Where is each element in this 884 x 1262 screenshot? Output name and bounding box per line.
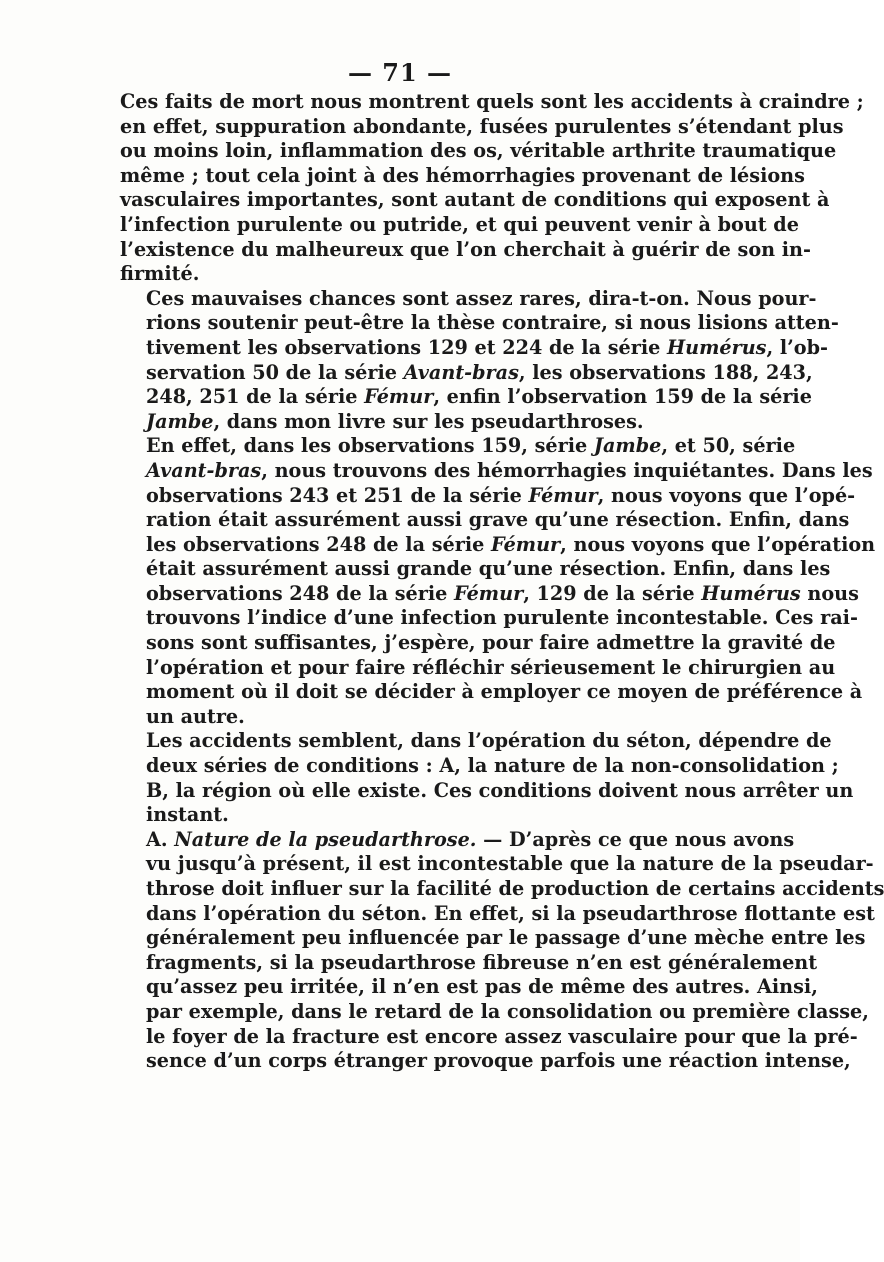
text-line: rions soutenir peut-être la thèse contraire, si nous lisions atten- xyxy=(146,311,839,335)
paragraph xyxy=(120,286,839,435)
text-line: moment où il doit se décider à employer ce moyen de préférence à xyxy=(146,680,863,704)
text-line: généralement peu influencée par le passage d’une mèche entre les xyxy=(146,926,866,950)
text-line: 248, 251 de la série Fémur, enfin l’observation 159 de la série xyxy=(146,385,812,409)
text-line: fragments, si la pseudarthrose fibreuse n’en est généralement xyxy=(146,950,818,974)
paragraph xyxy=(120,434,876,729)
text-line: l’opération et pour faire réfléchir sérieusement le chirurgien au xyxy=(146,655,836,679)
text-line: le foyer de la fracture est encore assez vasculaire pour que la pré- xyxy=(146,1024,858,1048)
text-line: par exemple, dans le retard de la consolidation ou première classe, xyxy=(146,999,869,1023)
text-line: Jambe, dans mon livre sur les pseudarthroses. xyxy=(146,409,644,433)
text-line: Avant-bras, nous trouvons des hémorrhagies inquiétantes. Dans les xyxy=(146,458,873,482)
text-line: vasculaires importantes, sont autant de conditions qui exposent à xyxy=(120,188,830,212)
text-line: Ces mauvaises chances sont assez rares, dira-t-on. Nous pour- xyxy=(146,286,817,310)
text-line: un autre. xyxy=(146,704,245,728)
text-line: instant. xyxy=(146,803,229,827)
text-line: ration était assurément aussi grave qu’une résection. Enfin, dans xyxy=(146,508,850,532)
body-text xyxy=(120,90,884,1074)
text-line: Ces faits de mort nous montrent quels sont les accidents à craindre ; xyxy=(120,90,864,113)
text-line: l’infection purulente ou putride, et qui peuvent venir à bout de xyxy=(120,212,799,236)
text-line: les observations 248 de la série Fémur, nous voyons que l’opération xyxy=(146,532,876,556)
text-line: vu jusqu’à présent, il est incontestable que la nature de la pseudar- xyxy=(146,852,874,876)
text-line: dans l’opération du séton. En effet, si la pseudarthrose flottante est xyxy=(146,901,875,925)
text-line: sence d’un corps étranger provoque parfois une réaction intense, xyxy=(146,1049,851,1073)
paragraph xyxy=(120,827,884,1074)
text-line: en effet, suppuration abondante, fusées purulentes s’étendant plus xyxy=(120,114,844,138)
text-line: sons sont suffisantes, j’espère, pour faire admettre la gravité de xyxy=(146,631,836,655)
text-line: Les accidents semblent, dans l’opération du séton, dépendre de xyxy=(146,729,832,753)
page-number: — 71 — xyxy=(347,58,453,87)
text-line: trouvons l’indice d’une infection purulente incontestable. Ces rai- xyxy=(146,606,858,630)
paragraph xyxy=(120,90,864,287)
text-line: tivement les observations 129 et 224 de la série Humérus, l’ob- xyxy=(146,335,828,359)
text-line: En effet, dans les observations 159, série Jambe, et 50, série xyxy=(146,434,796,458)
text-line: ou moins loin, inflammation des os, véritable arthrite traumatique xyxy=(120,139,837,163)
text-line: qu’assez peu irritée, il n’en est pas de même des autres. Ainsi, xyxy=(146,975,818,999)
text-line: throse doit influer sur la facilité de production de certains accidents xyxy=(146,877,884,900)
text-line: A. Nature de la pseudarthrose. — D’après ce que nous avons xyxy=(146,827,795,851)
text-line: observations 248 de la série Fémur, 129 de la série Humérus nous xyxy=(146,581,859,605)
text-line: firmité. xyxy=(120,262,200,286)
text-line: servation 50 de la série Avant-bras, les observations 188, 243, xyxy=(146,360,813,384)
text-line: était assurément aussi grande qu’une résection. Enfin, dans les xyxy=(146,557,831,581)
text-line: l’existence du malheureux que l’on cherchait à guérir de son in- xyxy=(120,237,811,261)
paragraph xyxy=(120,729,854,827)
text-line: deux séries de conditions : A, la nature de la non-consolidation ; xyxy=(146,754,839,778)
text-line: B, la région où elle existe. Ces conditions doivent nous arrêter un xyxy=(146,778,854,802)
text-line: même ; tout cela joint à des hémorrhagies provenant de lésions xyxy=(120,163,805,187)
text-line: observations 243 et 251 de la série Fémur, nous voyons que l’opé- xyxy=(146,483,856,507)
